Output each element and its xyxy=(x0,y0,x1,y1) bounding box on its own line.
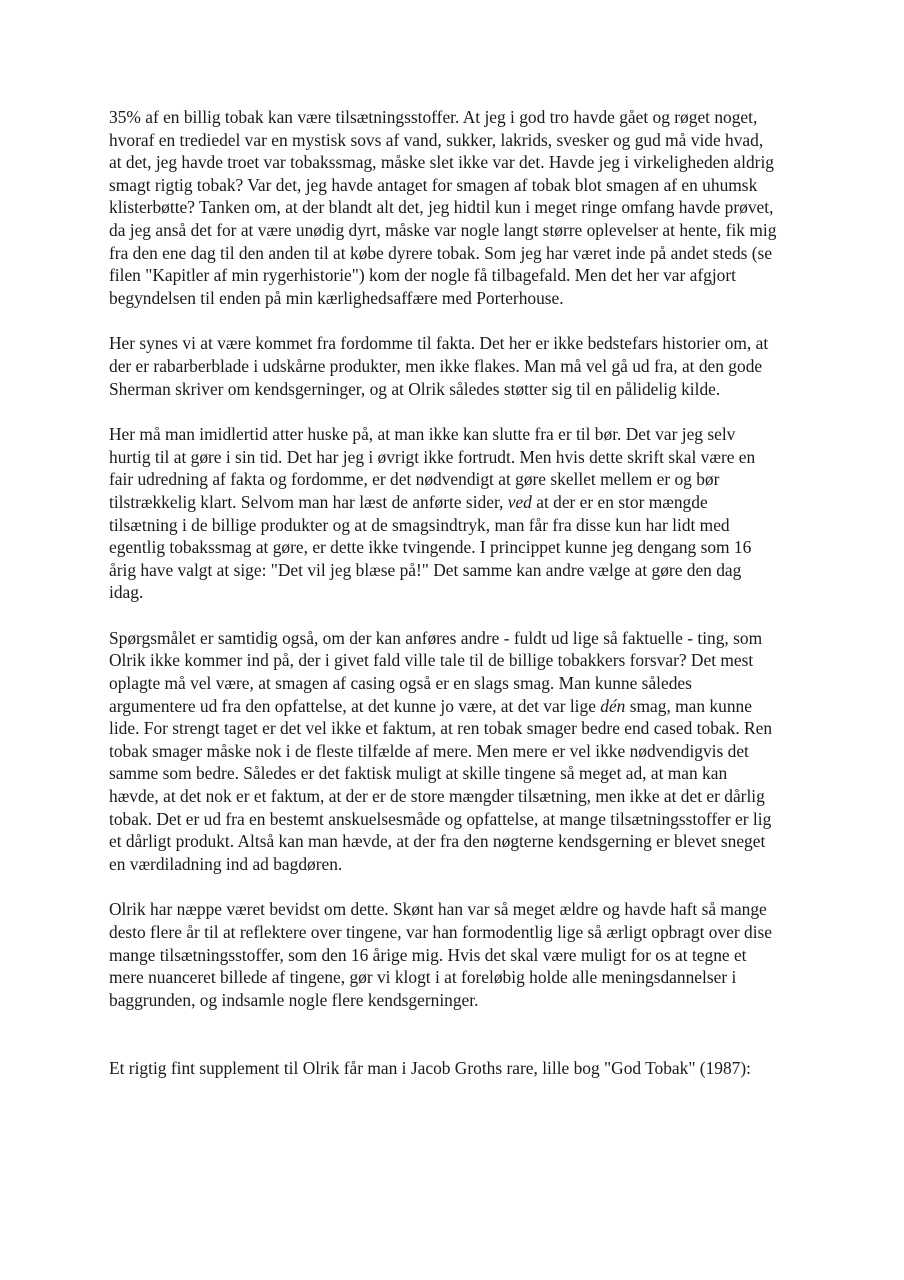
text-line: Her må man imidlertid atter huske på, at man ikke kan slutte fra er til bør. Det var jeg selv xyxy=(109,424,736,445)
text-line-with-emphasis xyxy=(109,491,809,514)
text-line: hurtig til at gøre i sin tid. Det har jeg i øvrigt ikke fortrudt. Men hvis dette skrift skal være en xyxy=(109,446,756,467)
text-line: tobak. Det er ud fra en bestemt anskuelsesmåde og opfattelse, at mange tilsætningsstoffer er lig xyxy=(109,808,772,829)
paragraph-2 xyxy=(109,332,809,400)
paragraph-4 xyxy=(109,627,809,876)
paragraph-1 xyxy=(109,106,809,309)
paragraph-5 xyxy=(109,898,809,1011)
text-line: Her synes vi at være kommet fra fordomme til fakta. Det her er ikke bedstefars historier om, at xyxy=(109,333,769,354)
text-line: hævde, at det nok er et faktum, at der er de store mængder tilsætning, men ikke at det er dårlig xyxy=(109,786,765,807)
text-line: tobak smager måske nok i de fleste tilfælde af mere. Men mere er vel ikke nødvendigvis det xyxy=(109,740,749,761)
text-line: mere nuanceret billede af tingene, gør vi klogt i at foreløbig holde alle meningsdannelser i xyxy=(109,967,737,988)
text-line: da jeg anså det for at være unødig dyrt, måske var nogle langt større oplevelser at hente, fik mig xyxy=(109,219,777,240)
text-line: 35% af en billig tobak kan være tilsætningsstoffer. At jeg i god tro havde gået og røget noget, xyxy=(109,107,758,127)
text-line: samme som bedre. Således er det faktisk muligt at skille tingene så meget ad, at man kan xyxy=(109,763,728,784)
paragraph-6 xyxy=(109,1057,809,1080)
text-line: at det, jeg havde troet var tobakssmag, måske slet ikke var det. Havde jeg i virkeligheden aldrig xyxy=(109,152,774,173)
emphasis-text: dén xyxy=(600,695,626,716)
text-line: et dårligt produkt. Altså kan man hævde, at der fra den nøgterne kendsgerning er blevet sneget xyxy=(109,831,766,852)
emphasis-text: ved xyxy=(507,491,532,512)
document-body xyxy=(109,106,809,1080)
text-run: argumentere ud fra den opfattelse, at det kunne jo være, at det var lige xyxy=(109,695,601,716)
text-run: tilstrækkelig klart. Selvom man har læst de anførte sider, xyxy=(109,491,508,512)
text-line: mange tilsætningsstoffer, som den 16 årige mig. Hvis det skal være muligt for os at tegne et xyxy=(109,944,747,965)
text-line: filen "Kapitler af min rygerhistorie") kom der nogle få tilbagefald. Men det her var afgjort xyxy=(109,265,736,286)
text-run: smag, man kunne xyxy=(625,695,752,716)
text-line: årig have valgt at sige: "Det vil jeg blæse på!" Det samme kan andre vælge at gøre den dag xyxy=(109,559,742,580)
text-line: hvoraf en trediedel var en mystisk sovs af vand, sukker, lakrids, svesker og gud må vide hvad, xyxy=(109,129,764,150)
text-line: klisterbøtte? Tanken om, at der blandt alt det, jeg hidtil kun i meget ringe omfang havde prøvet, xyxy=(109,197,774,218)
text-line: Sherman skriver om kendsgerninger, og at Olrik således støtter sig til en pålidelig kilde. xyxy=(109,378,721,399)
text-line: tilsætning i de billige produkter og at de smagsindtryk, man får fra disse kun har lidt med xyxy=(109,514,730,535)
text-line: Spørgsmålet er samtidig også, om der kan anføres andre - fuldt ud lige så faktuelle - ting, som xyxy=(109,627,763,648)
text-line-with-emphasis xyxy=(109,695,809,718)
text-line: fair udredning af fakta og fordomme, er det nødvendigt at gøre skellet mellem er og bør xyxy=(109,469,720,490)
paragraph-3 xyxy=(109,423,809,604)
text-line: en værdiladning ind ad bagdøren. xyxy=(109,853,343,874)
text-line: oplagte må vel være, at smagen af casing også er en slags smag. Man kunne således xyxy=(109,673,692,694)
text-line: der er rabarberblade i udskårne produkter, men ikke flakes. Man må vel gå ud fra, at den gode xyxy=(109,355,763,376)
text-line: Et rigtig fint supplement til Olrik får man i Jacob Groths rare, lille bog "God Tobak" (1987): xyxy=(109,1058,751,1079)
text-line: begyndelsen til enden på min kærlighedsaffære med Porterhouse. xyxy=(109,287,564,308)
text-line: smagt rigtig tobak? Var det, jeg havde antaget for smagen af tobak blot smagen af en uhumsk xyxy=(109,174,758,195)
text-line: Olrik har næppe været bevidst om dette. Skønt han var så meget ældre og havde haft så mange xyxy=(109,899,767,920)
text-line: egentlig tobakssmag at gøre, er dette ikke tvingende. I princippet kunne jeg dengang som 16 xyxy=(109,537,752,558)
text-run: at der er en stor mængde xyxy=(531,491,708,512)
text-line: Olrik ikke kommer ind på, der i givet fald ville tale til de billige tobakkers forsvar? Det mest xyxy=(109,650,754,671)
text-line: fra den ene dag til den anden til at købe dyrere tobak. Som jeg har været inde på andet steds (se xyxy=(109,242,773,263)
text-line: idag. xyxy=(109,582,144,603)
text-line: baggrunden, og indsamle nogle flere kendsgerninger. xyxy=(109,989,479,1010)
text-line: lide. For strengt taget er det vel ikke et faktum, at ren tobak smager bedre end cased tobak. Ren xyxy=(109,718,773,739)
text-line: desto flere år til at reflektere over tingene, var han formodentlig lige så ærligt opbragt over dise xyxy=(109,922,773,942)
